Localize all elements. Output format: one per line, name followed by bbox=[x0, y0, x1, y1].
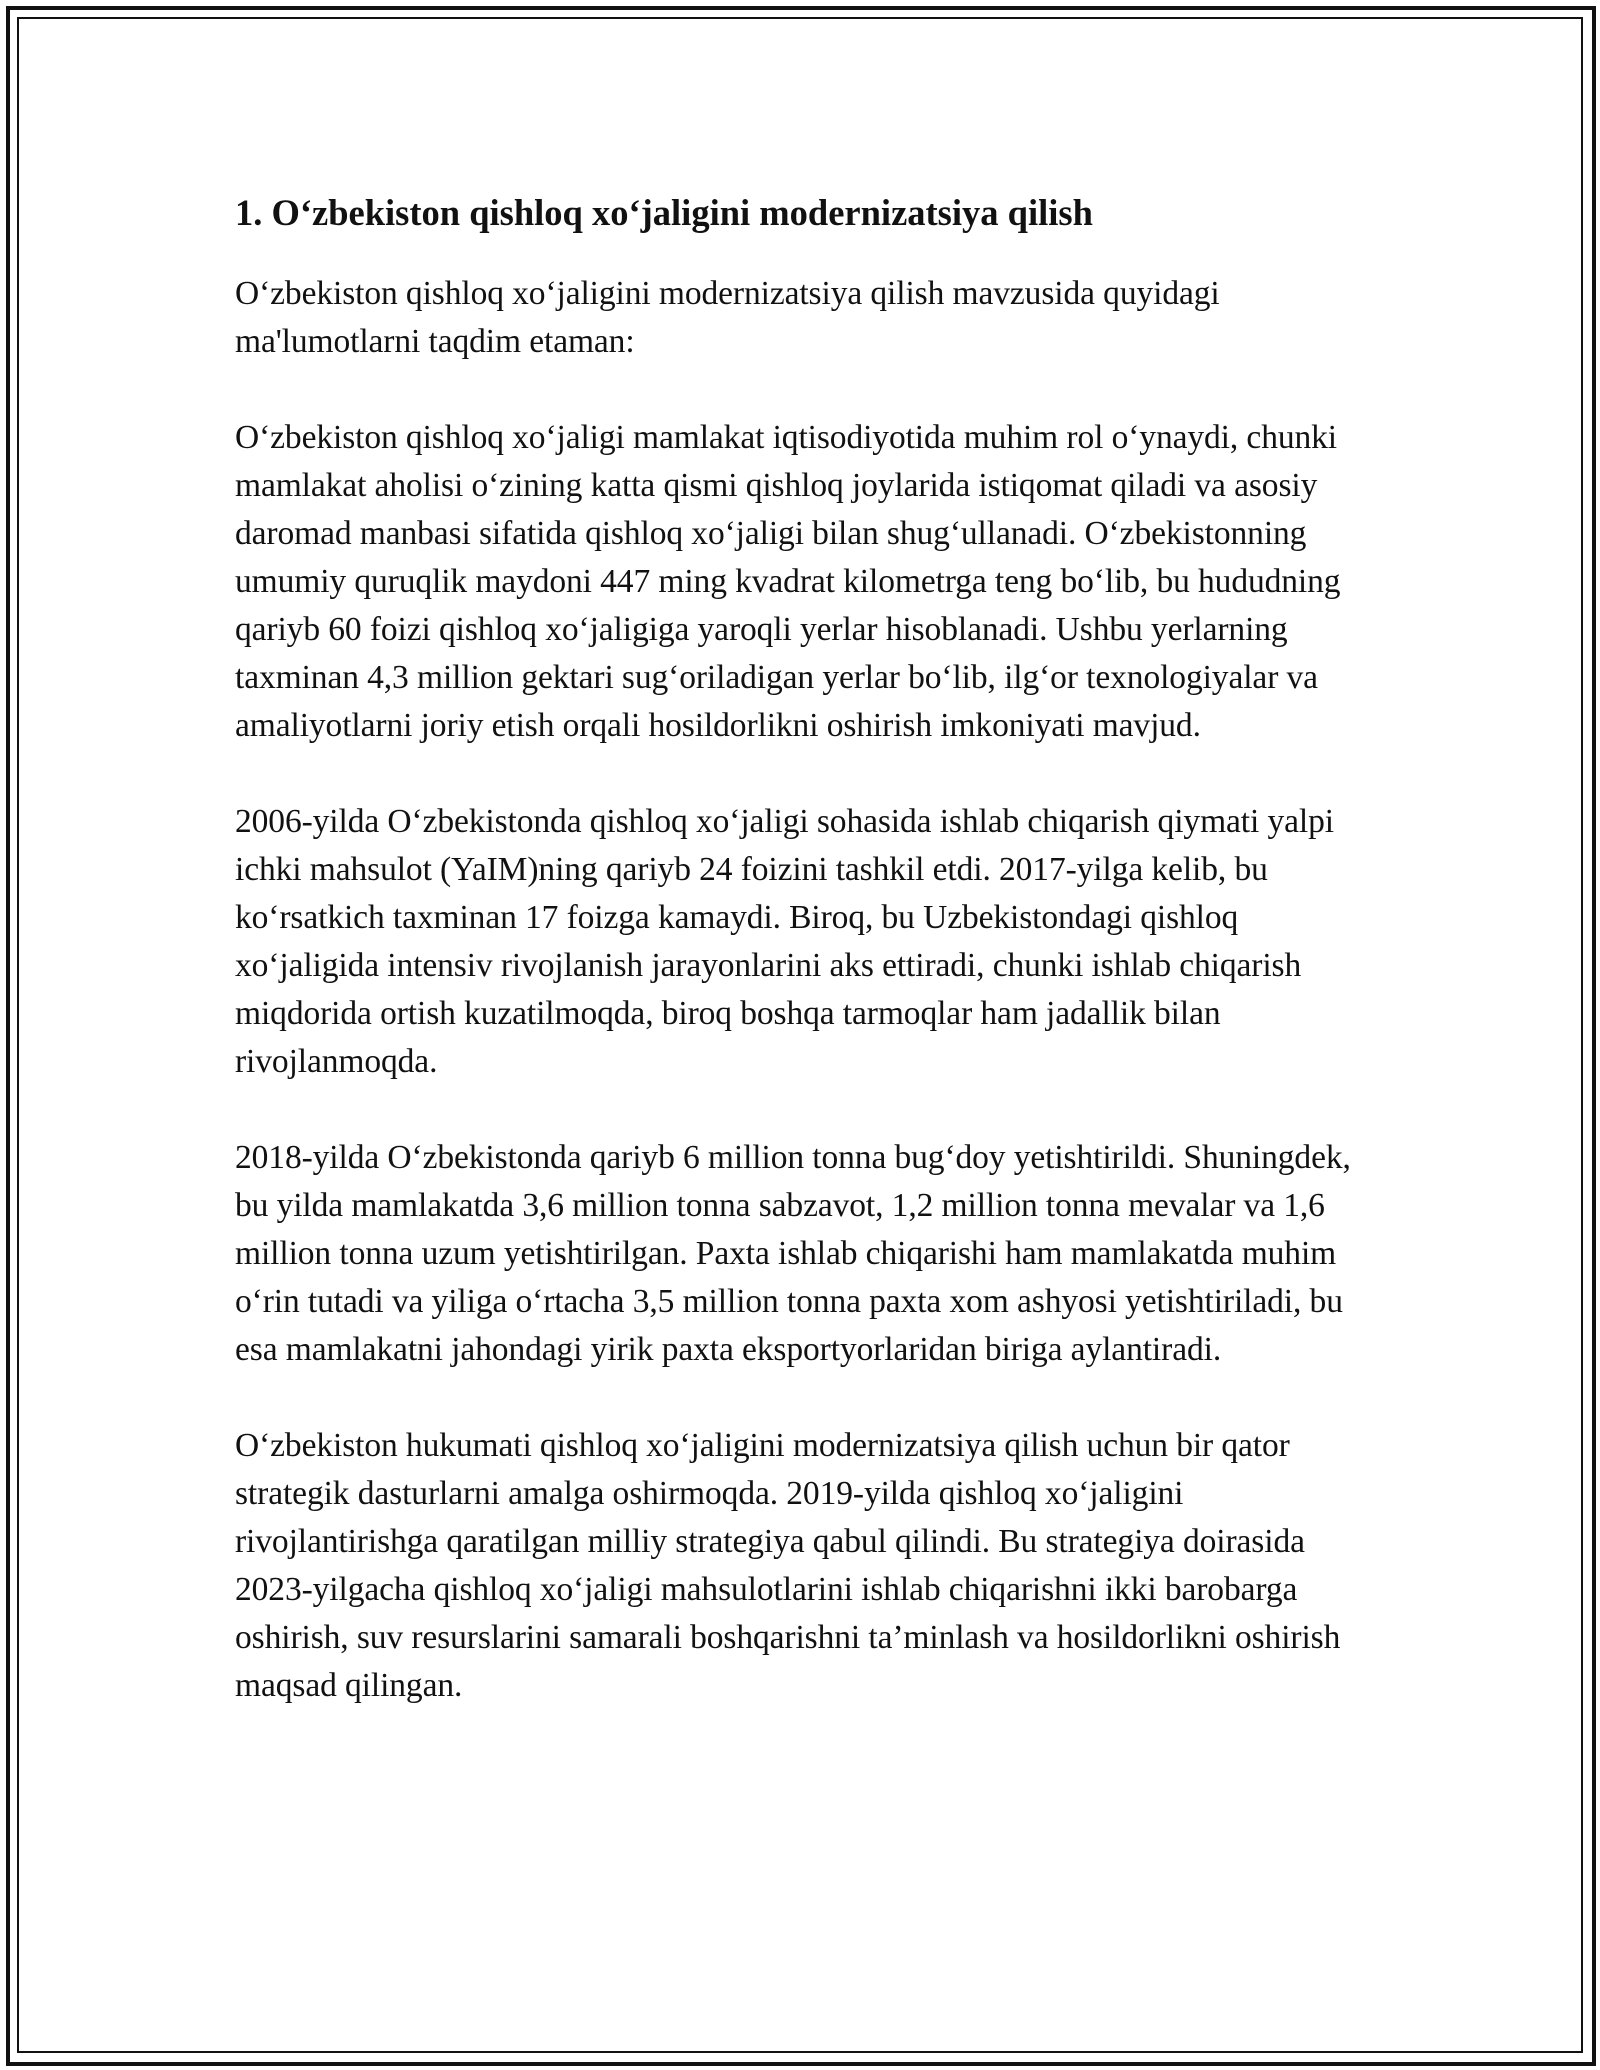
paragraph-gdp-share: 2006-yilda O‘zbekistonda qishloq xo‘jaligi sohasida ishlab chiqarish qiymati yalpi ichki mahsulot (YaIM)ning qariyb 24 foizini tashkil etdi. 2017-yilga kelib, bu ko‘rsatkich taxminan 17 foizga kamaydi. Biroq, bu Uzbekistondagi qishloq xo‘jaligida intensiv rivojlanish jarayonlarini aks ettiradi, chunki ishlab chiqarish miqdorida ortish kuzatilmoqda, biroq boshqa tarmoqlar ham jadallik bilan rivojlanmoqda. bbox=[235, 803, 1334, 1080]
document-body bbox=[235, 188, 1375, 1758]
section-heading: 1. O‘zbekiston qishloq xo‘jaligini modernizatsiya qilish bbox=[235, 192, 1093, 233]
paragraph-production-2018: 2018-yilda O‘zbekistonda qariyb 6 million tonna bug‘doy yetishtirildi. Shuningdek, bu yilda mamlakatda 3,6 million tonna sabzavot, 1,2 million tonna mevalar va 1,6 million tonna uzum yetishtirilgan. Paxta ishlab chiqarishi ham mamlakatda muhim o‘rin tutadi va yiliga o‘rtacha 3,5 million tonna paxta xom ashyosi yetishtiriladi, bu esa mamlakatni jahondagi yirik paxta eksportyorlaridan biriga aylantiradi. bbox=[235, 1139, 1351, 1368]
paragraph-overview: O‘zbekiston qishloq xo‘jaligi mamlakat iqtisodiyotida muhim rol o‘ynaydi, chunki mamlakat aholisi o‘zining katta qismi qishloq joylarida istiqomat qiladi va asosiy daromad manbasi sifatida qishloq xo‘jaligi bilan shug‘ullanadi. O‘zbekistonning umumiy quruqlik maydoni 447 ming kvadrat kilometrga teng bo‘lib, bu hududning qariyb 60 foizi qishloq xo‘jaligiga yaroqli yerlar hisoblanadi. Ushbu yerlarning taxminan 4,3 million gektari sug‘oriladigan yerlar bo‘lib, ilg‘or texnologiyalar va amaliyotlarni joriy etish orqali hosildorlikni oshirish imkoniyati mavjud. bbox=[235, 419, 1341, 744]
paragraph-government-strategy: O‘zbekiston hukumati qishloq xo‘jaligini modernizatsiya qilish uchun bir qator strategik dasturlarni amalga oshirmoqda. 2019-yilda qishloq xo‘jaligini rivojlantirishga qaratilgan milliy strategiya qabul qilindi. Bu strategiya doirasida 2023-yilgacha qishloq xo‘jaligi mahsulotlarini ishlab chiqarishni ikki barobarga oshirish, suv resurslarini samarali boshqarishni ta’minlash va hosildorlikni oshirish maqsad qilingan. bbox=[235, 1427, 1341, 1704]
paragraph-intro: O‘zbekiston qishloq xo‘jaligini modernizatsiya qilish mavzusida quyidagi ma'lumotlarni taqdim etaman: bbox=[235, 275, 1220, 360]
